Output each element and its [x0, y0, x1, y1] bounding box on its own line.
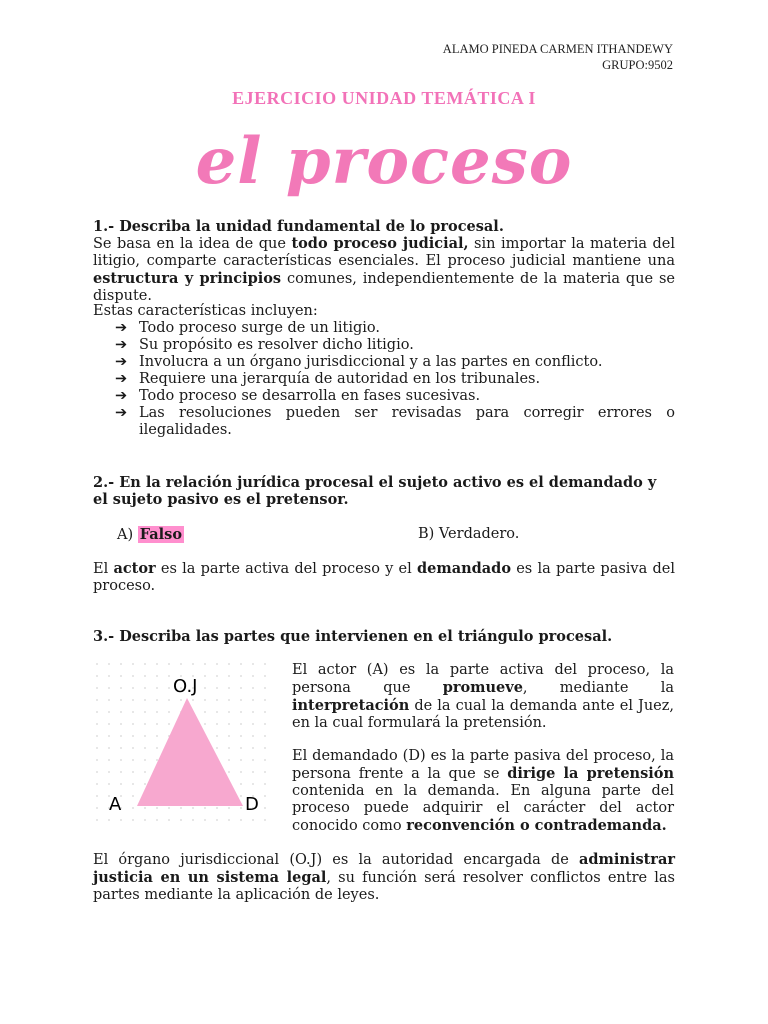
- triangle-svg: [95, 662, 275, 830]
- label-oj: O.J: [173, 676, 198, 697]
- question-2: 2.- En la relación jurídica procesal el sujeto activo es el demandado y el sujeto pasivo es el pretensor.: [93, 474, 657, 508]
- question-1: 1.- Describa la unidad fundamental de lo procesal.: [93, 218, 504, 235]
- list-item: [93, 337, 675, 354]
- text-run: , su función será resolver conflictos entre las partes mediante la aplicación de leyes.: [93, 870, 675, 903]
- script-title: el proceso: [195, 124, 573, 199]
- bold-run: promueve: [442, 679, 523, 696]
- bold-run: estructura y principios: [93, 270, 282, 287]
- list-item: [93, 320, 675, 337]
- characteristics-list: [93, 320, 675, 439]
- arrow-icon: ➔: [115, 371, 128, 387]
- list-item: [93, 388, 675, 405]
- list-item-text: Las resoluciones pueden ser revisadas para corregir errores o ilegalidades.: [139, 405, 675, 438]
- option-a-prefix: A): [117, 527, 134, 543]
- bold-run: todo proceso judicial,: [291, 235, 469, 252]
- bold-run: demandado: [417, 560, 511, 577]
- answer-1-paragraph: [93, 235, 675, 305]
- list-item-text: Requiere una jerarquía de autoridad en los tribunales.: [139, 371, 541, 387]
- text-run: es la parte activa del proceso y el: [155, 561, 417, 577]
- arrow-icon: ➔: [115, 320, 128, 336]
- option-a-label: Falso: [139, 526, 182, 543]
- author-name: ALAMO PINEDA CARMEN ITHANDEWY: [442, 42, 673, 56]
- demandado-description: [292, 748, 674, 835]
- list-item-text: Todo proceso se desarrolla en fases sucesivas.: [139, 388, 481, 404]
- list-item: [93, 371, 675, 388]
- text-run: de la cual la demanda ante el Juez, en la cual formulará la pretensión.: [292, 698, 674, 731]
- arrow-icon: ➔: [115, 354, 128, 370]
- option-b: B) Verdadero.: [418, 526, 520, 542]
- bold-run: dirige la pretensión: [507, 765, 674, 782]
- text-run: sin importar la materia del litigio, comparte características esenciales. El proceso judicial mantiene una: [93, 236, 676, 269]
- characteristics-intro: Estas características incluyen:: [93, 303, 318, 319]
- procedural-triangle-diagram: [95, 662, 275, 830]
- text-run: El demandado (D) es la parte pasiva del proceso, la persona frente a la que se: [292, 748, 674, 782]
- arrow-icon: ➔: [115, 337, 128, 353]
- bold-run: administrar justicia en un sistema legal: [93, 851, 675, 886]
- text-run: El: [93, 561, 114, 577]
- arrow-icon: ➔: [115, 405, 128, 421]
- arrow-icon: ➔: [115, 388, 128, 404]
- bold-run: actor: [113, 560, 156, 577]
- label-a: A: [109, 794, 122, 815]
- label-d: D: [245, 794, 259, 815]
- option-a: [117, 526, 184, 543]
- answer-2-paragraph: [93, 560, 675, 595]
- list-item-text: Su propósito es resolver dicho litigio.: [139, 337, 414, 353]
- list-item: [93, 354, 675, 371]
- list-item: [93, 405, 675, 439]
- group-label: GRUPO:9502: [602, 58, 673, 72]
- text-run: El actor (A) es la parte activa del proceso, la persona que: [292, 662, 674, 696]
- text-run: es la parte pasiva del proceso.: [93, 561, 675, 594]
- text-run: comunes, independientemente de la materia que se dispute.: [93, 271, 675, 304]
- organo-description: [93, 851, 675, 904]
- actor-description: [292, 662, 674, 732]
- text-run: Se basa en la idea de que: [93, 236, 292, 252]
- bold-run: reconvención o contrademanda.: [406, 817, 667, 834]
- text-run: , mediante la: [522, 680, 674, 696]
- bold-run: interpretación: [292, 697, 410, 714]
- text-run: contenida en la demanda. En alguna parte del proceso puede adquirir el carácter del actor conocido como: [292, 783, 674, 834]
- question-3: 3.- Describa las partes que intervienen en el triángulo procesal.: [93, 628, 613, 645]
- document-title: EJERCICIO UNIDAD TEMÁTICA I: [232, 88, 536, 108]
- text-run: El órgano jurisdiccional (O.J) es la autoridad encargada de: [93, 852, 580, 868]
- list-item-text: Involucra a un órgano jurisdiccional y a las partes en conflicto.: [139, 354, 603, 370]
- list-item-text: Todo proceso surge de un litigio.: [139, 320, 381, 336]
